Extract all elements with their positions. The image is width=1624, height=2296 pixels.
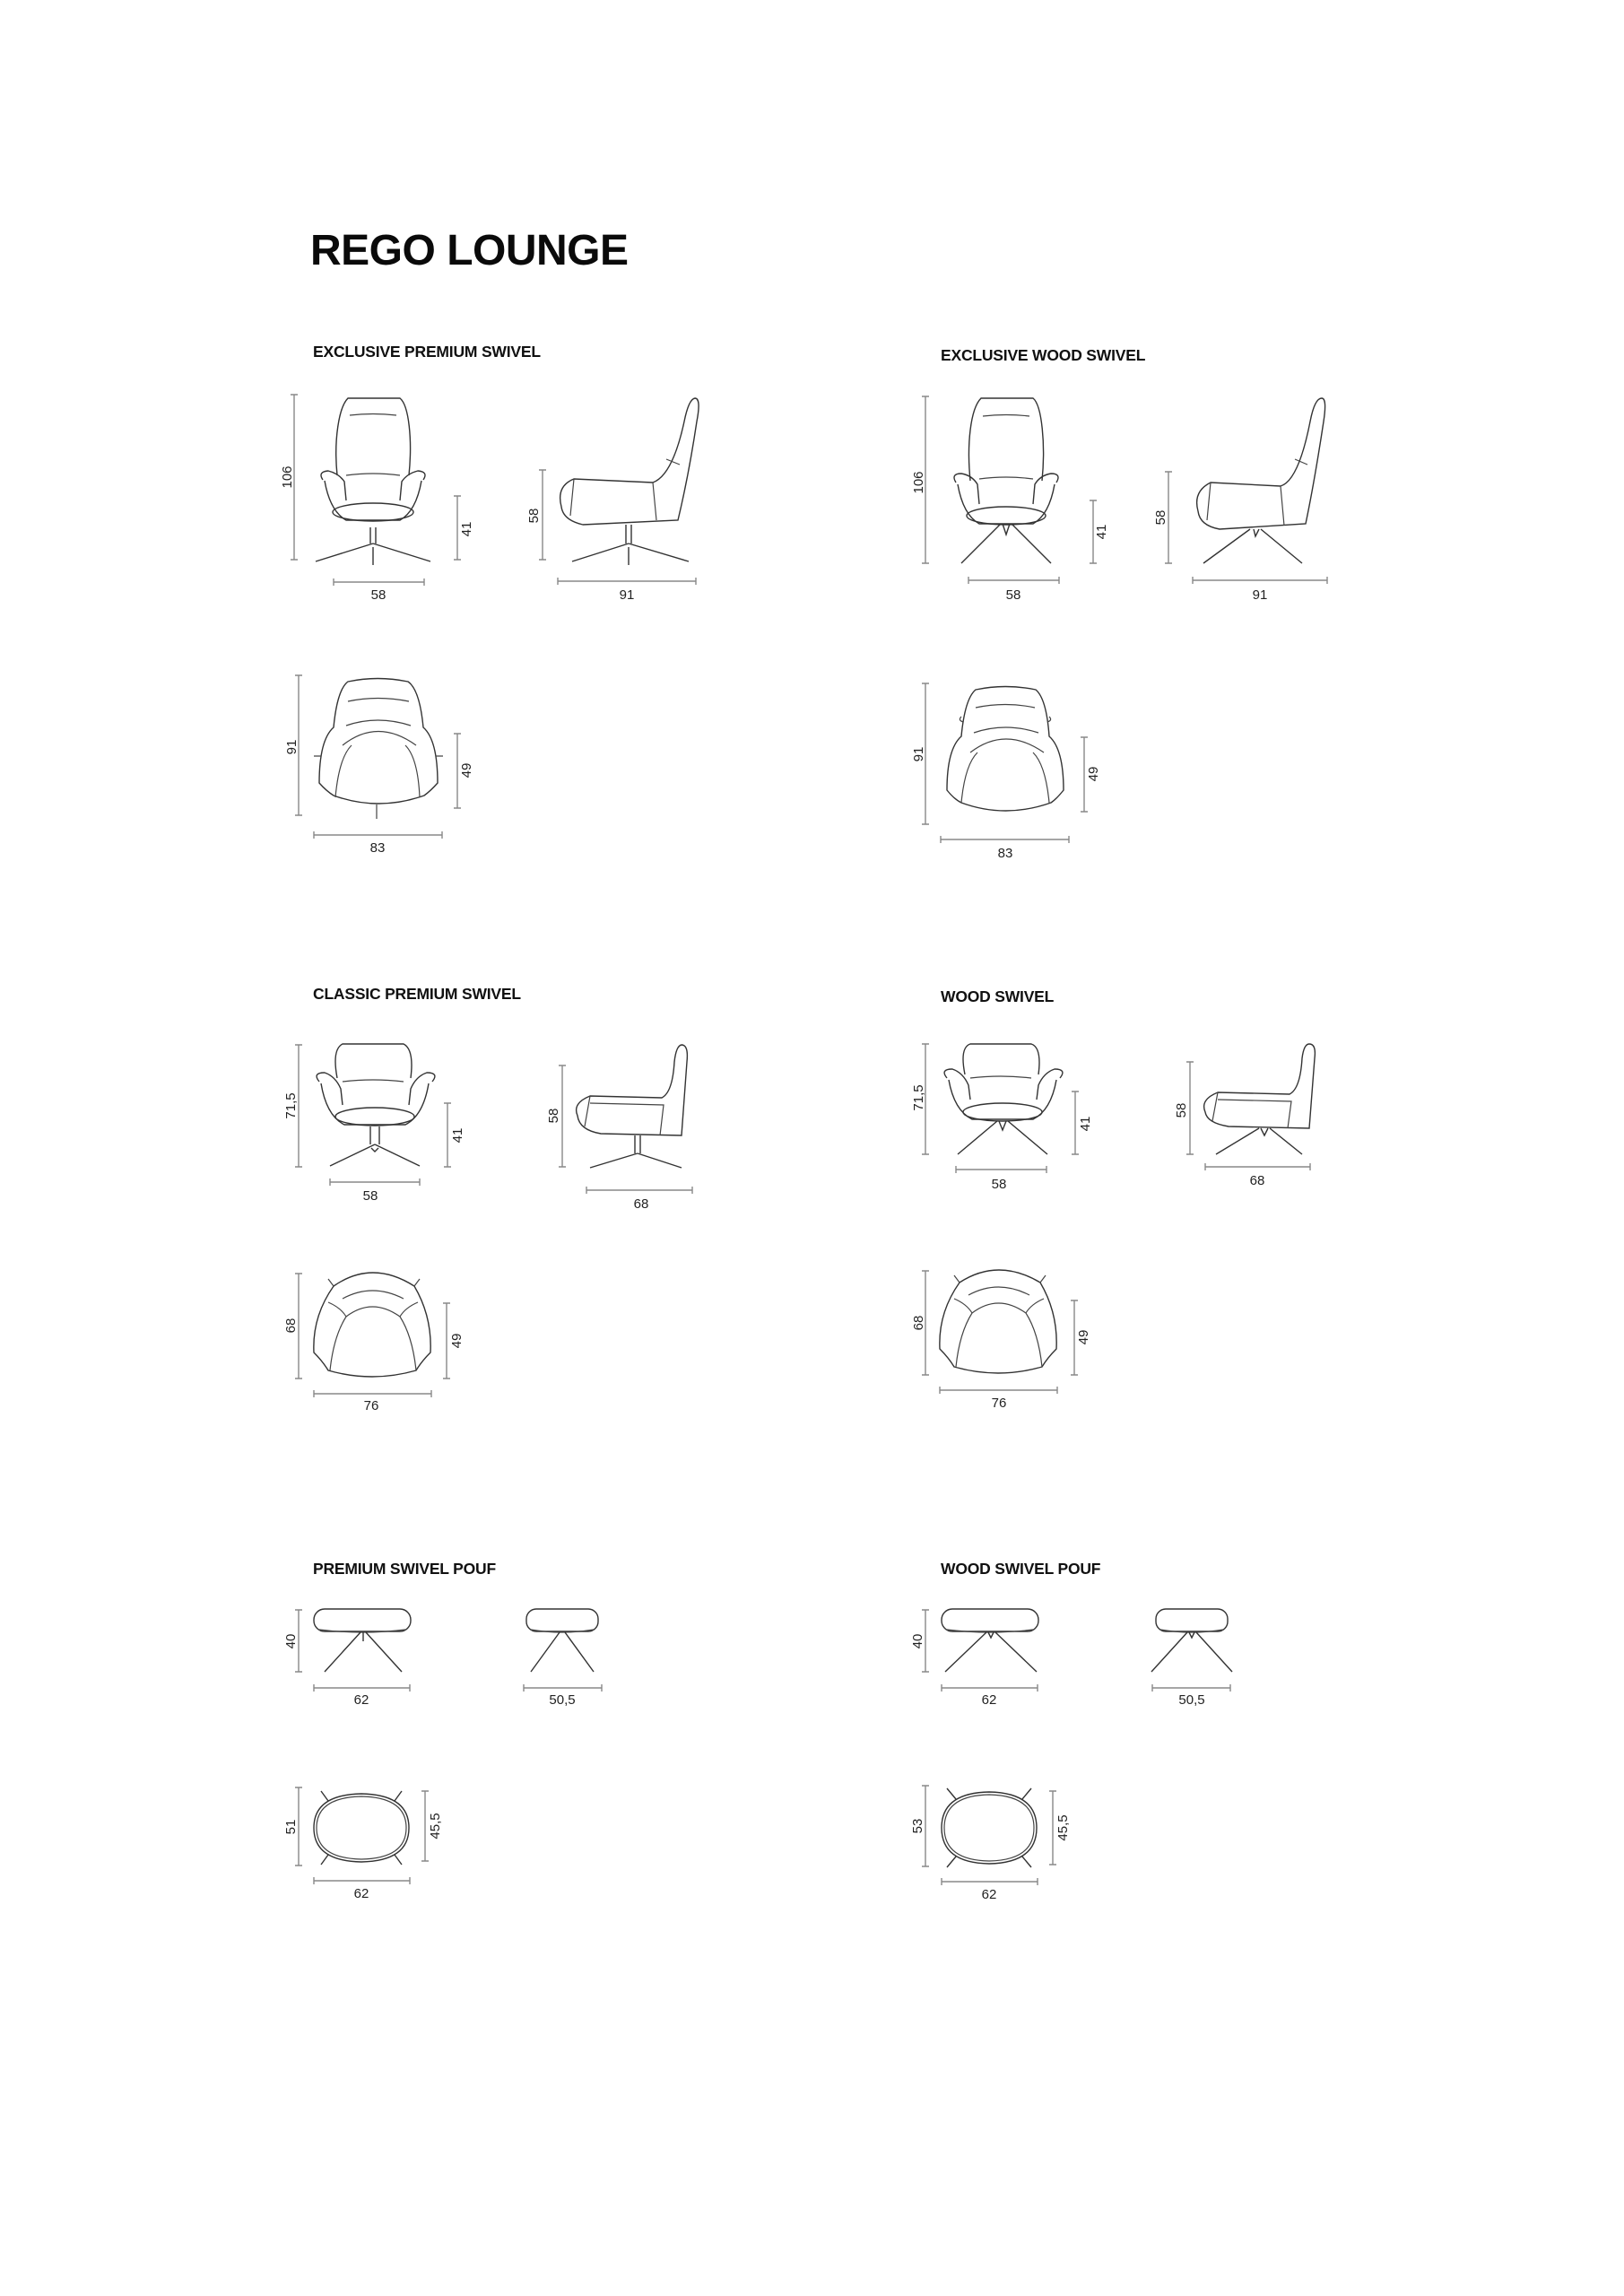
section-title-exclusive-premium-swivel: EXCLUSIVE PREMIUM SWIVEL xyxy=(313,343,541,361)
svg-text:58: 58 xyxy=(991,1177,1007,1192)
svg-text:91: 91 xyxy=(1252,587,1268,603)
svg-text:58: 58 xyxy=(362,1188,378,1204)
side-view-premium-swivel-pouf xyxy=(520,1605,646,1713)
svg-text:68: 68 xyxy=(1249,1173,1265,1188)
top-view-exclusive-wood-swivel xyxy=(897,668,1112,865)
side-view-classic-premium-swivel xyxy=(538,1040,735,1238)
section-title-exclusive-wood-swivel: EXCLUSIVE WOOD SWIVEL xyxy=(941,346,1146,364)
svg-text:58: 58 xyxy=(1153,509,1168,526)
svg-text:41: 41 xyxy=(450,1127,465,1144)
svg-text:71,5: 71,5 xyxy=(911,1084,926,1111)
front-view-exclusive-premium-swivel xyxy=(278,386,493,601)
svg-text:58: 58 xyxy=(546,1108,561,1124)
front-view-wood-swivel-pouf xyxy=(906,1605,1085,1713)
svg-text:83: 83 xyxy=(997,846,1013,861)
svg-text:106: 106 xyxy=(280,465,295,489)
top-view-exclusive-premium-swivel xyxy=(278,668,493,865)
svg-text:53: 53 xyxy=(910,1818,925,1834)
top-view-classic-premium-swivel xyxy=(278,1256,493,1435)
front-view-exclusive-wood-swivel xyxy=(906,395,1121,610)
svg-text:68: 68 xyxy=(911,1315,926,1331)
svg-text:68: 68 xyxy=(283,1318,299,1334)
page-title: REGO LOUNGE xyxy=(310,227,629,274)
side-view-wood-swivel xyxy=(1166,1040,1363,1238)
svg-text:62: 62 xyxy=(981,1692,997,1708)
svg-text:71,5: 71,5 xyxy=(283,1092,299,1119)
front-view-premium-swivel-pouf xyxy=(278,1605,457,1713)
svg-text:58: 58 xyxy=(1005,587,1021,603)
section-title-wood-swivel: WOOD SWIVEL xyxy=(941,987,1055,1005)
top-view-wood-swivel xyxy=(897,1256,1112,1435)
svg-text:41: 41 xyxy=(1078,1116,1093,1132)
svg-text:41: 41 xyxy=(459,521,474,537)
svg-text:45,5: 45,5 xyxy=(428,1813,443,1839)
svg-text:41: 41 xyxy=(1094,524,1109,540)
svg-text:49: 49 xyxy=(449,1333,465,1349)
svg-text:40: 40 xyxy=(283,1633,299,1649)
svg-text:58: 58 xyxy=(526,508,542,524)
svg-text:49: 49 xyxy=(459,762,474,778)
front-view-wood-swivel xyxy=(906,1040,1121,1238)
svg-text:76: 76 xyxy=(991,1396,1007,1411)
svg-text:49: 49 xyxy=(1086,766,1101,782)
svg-text:106: 106 xyxy=(911,471,926,494)
side-view-exclusive-premium-swivel xyxy=(520,386,717,601)
section-title-premium-swivel-pouf: PREMIUM SWIVEL POUF xyxy=(313,1560,496,1578)
section-title-wood-swivel-pouf: WOOD SWIVEL POUF xyxy=(941,1560,1101,1578)
svg-text:40: 40 xyxy=(910,1633,925,1649)
svg-text:58: 58 xyxy=(370,587,386,603)
svg-text:50,5: 50,5 xyxy=(1178,1692,1205,1708)
svg-text:76: 76 xyxy=(363,1398,379,1413)
front-view-classic-premium-swivel xyxy=(278,1040,493,1238)
section-title-classic-premium-swivel: CLASSIC PREMIUM SWIVEL xyxy=(313,985,521,1003)
svg-text:91: 91 xyxy=(284,739,300,755)
svg-text:62: 62 xyxy=(353,1692,369,1708)
svg-text:62: 62 xyxy=(353,1886,369,1901)
svg-text:91: 91 xyxy=(619,587,635,603)
svg-text:58: 58 xyxy=(1174,1102,1189,1118)
side-view-exclusive-wood-swivel xyxy=(1148,395,1345,610)
svg-text:45,5: 45,5 xyxy=(1055,1814,1071,1841)
svg-text:91: 91 xyxy=(911,746,926,762)
svg-text:83: 83 xyxy=(369,840,386,856)
svg-text:68: 68 xyxy=(633,1196,649,1212)
svg-text:51: 51 xyxy=(283,1819,299,1835)
svg-text:49: 49 xyxy=(1076,1329,1091,1345)
svg-text:50,5: 50,5 xyxy=(549,1692,576,1708)
svg-text:62: 62 xyxy=(981,1887,997,1902)
top-view-wood-swivel-pouf xyxy=(906,1776,1085,1910)
side-view-wood-swivel-pouf xyxy=(1148,1605,1273,1713)
top-view-premium-swivel-pouf xyxy=(278,1776,457,1910)
